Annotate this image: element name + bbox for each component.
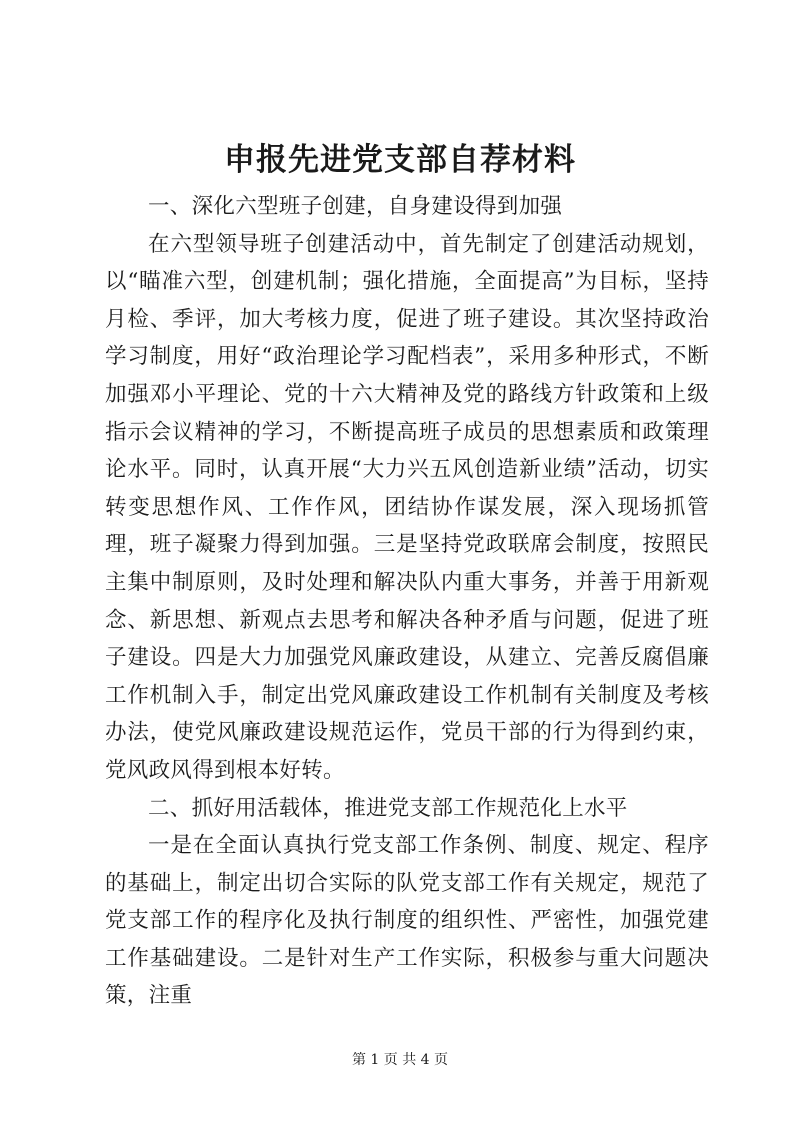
page-footer: 第 1 页 共 4 页 — [351, 1052, 449, 1068]
body-paragraph-2: 一是在全面认真执行党支部工作条例、制度、规定、程序的基础上，制定出切合实际的队党支部工作有关规定，规范了党支部工作的程序化及执行制度的组织性、严密性，加强党建工作基础建设。二是针对生产工作实际，积极参与重大问题决策，注重 — [105, 833, 709, 1009]
body-paragraph-1: 在六型领导班子创建活动中，首先制定了创建活动规划，以“瞄准六型，创建机制；强化措施，全面提高”为目标，坚持月检、季评，加大考核力度，促进了班子建设。其次坚持政治学习制度，用好“政治理论学习配档表”，采用多种形式，不断加强邓小平理论、党的十六大精神及党的路线方针政策和上级指示会议精神的学习，不断提高班子成员的思想素质和政策理论水平。同时，认真开展“大力兴五风创造新业绩”活动，切实转变思想作风、工作作风，团结协作谋发展，深入现场抓管理，班子凝聚力得到加强。三是坚持党政联席会制度，按照民主集中制原则，及时处理和解决队内重大事务，并善于用新观念、新思想、新观点去思考和解决各种矛盾与问题，促进了班子建设。四是大力加强党风廉政建设，从建立、完善反腐倡廉工作机制入手，制定出党风廉政建设工作机制有关制度及考核办法，使党风廉政建设规范运作，党员干部的行为得到约束，党风政风得到根本好转。 — [105, 231, 709, 783]
document-body — [105, 188, 709, 1015]
section-heading-2: 二、抓好用活载体，推进党支部工作规范化上水平 — [148, 795, 628, 821]
section-heading-1: 一、深化六型班子创建，自身建设得到加强 — [148, 194, 563, 219]
document-title: 申报先进党支部自荐材料 — [224, 142, 576, 178]
